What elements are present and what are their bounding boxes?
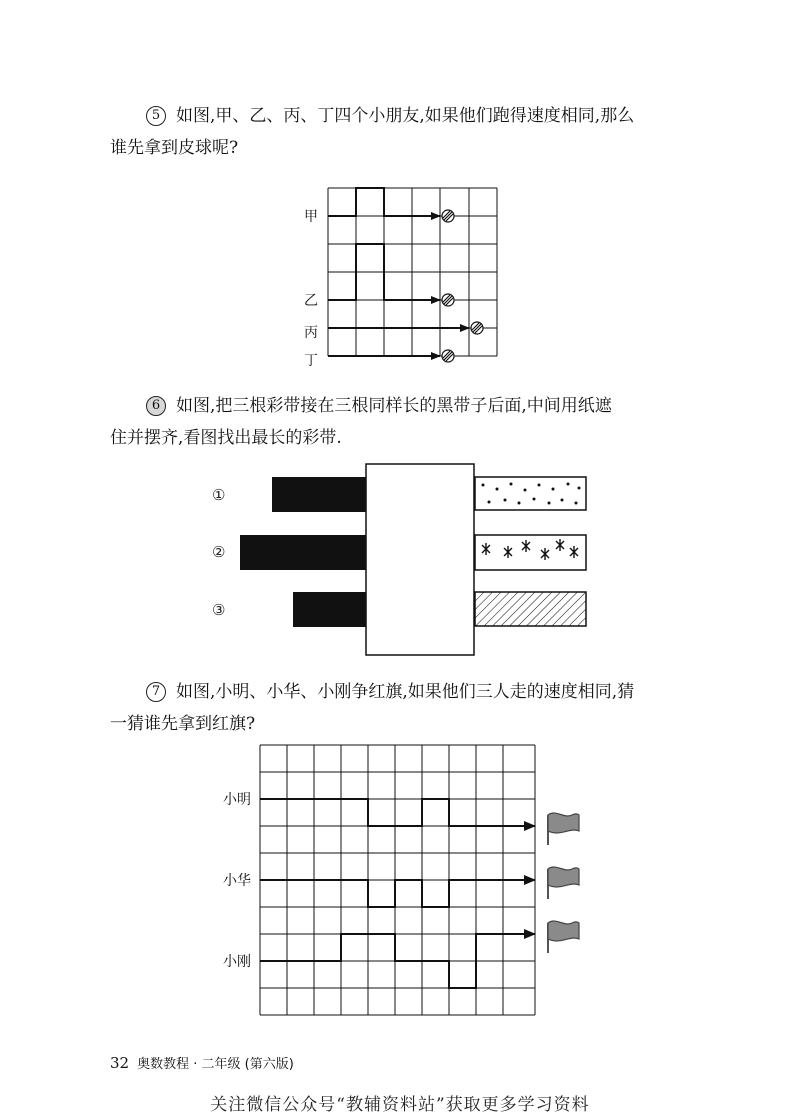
problem-5-figure <box>290 178 520 373</box>
colored-ribbon-2 <box>475 535 586 570</box>
problem-number: 7 <box>146 682 166 702</box>
label-xiaohua: 小华 <box>223 873 251 889</box>
flag-icon <box>548 813 579 845</box>
problem-number: 5 <box>146 106 166 126</box>
problem-7-line-2: 一猜谁先拿到红旗? <box>110 714 256 734</box>
problem-5-text <box>110 100 710 164</box>
ball-icon <box>442 210 483 362</box>
problem-7-figure <box>210 735 590 1025</box>
label-xiaogang: 小刚 <box>223 954 251 970</box>
ribbon-label-1: ① <box>212 486 226 504</box>
flag-icon <box>548 921 579 953</box>
problem-5-line-2: 谁先拿到皮球呢? <box>110 138 239 158</box>
black-ribbon-3 <box>293 592 366 627</box>
problem-5-line-1: 如图,甲、乙、丙、丁四个小朋友,如果他们跑得速度相同,那么 <box>176 106 635 126</box>
book-title: 奥数教程 · 二年级 (第六版) <box>137 1057 294 1072</box>
flag-icon <box>548 867 579 899</box>
page-number: 32 <box>110 1054 130 1072</box>
black-ribbon-2 <box>240 535 366 570</box>
problem-6-figure <box>200 460 600 660</box>
path-jia <box>328 188 440 216</box>
colored-ribbon-1 <box>475 477 586 510</box>
problem-6-line-1: 如图,把三根彩带接在三根同样长的黑带子后面,中间用纸遮 <box>176 396 612 416</box>
paper-cover <box>366 464 474 655</box>
problem-7-text <box>110 676 710 740</box>
path-xiaohua <box>260 880 535 907</box>
label-yi: 乙 <box>304 293 318 309</box>
black-ribbon-1 <box>272 477 366 512</box>
path-xiaoming <box>260 799 535 826</box>
label-ding: 丁 <box>304 353 318 369</box>
problem-number: 6 <box>146 396 166 416</box>
problem-6-line-2: 住并摆齐,看图找出最长的彩带. <box>110 428 342 448</box>
label-xiaoming: 小明 <box>223 792 251 808</box>
label-jia: 甲 <box>304 209 318 225</box>
problem-7-line-1: 如图,小明、小华、小刚争红旗,如果他们三人走的速度相同,猜 <box>176 682 635 702</box>
watermark: 关注微信公众号“教辅资料站”获取更多学习资料 <box>210 1095 590 1115</box>
label-bing: 丙 <box>304 325 318 341</box>
ribbon-label-3: ③ <box>212 601 226 619</box>
ribbon-label-2: ② <box>212 543 226 561</box>
page-footer <box>110 1053 294 1072</box>
colored-ribbon-3 <box>475 592 586 626</box>
problem-6-text <box>110 390 710 454</box>
